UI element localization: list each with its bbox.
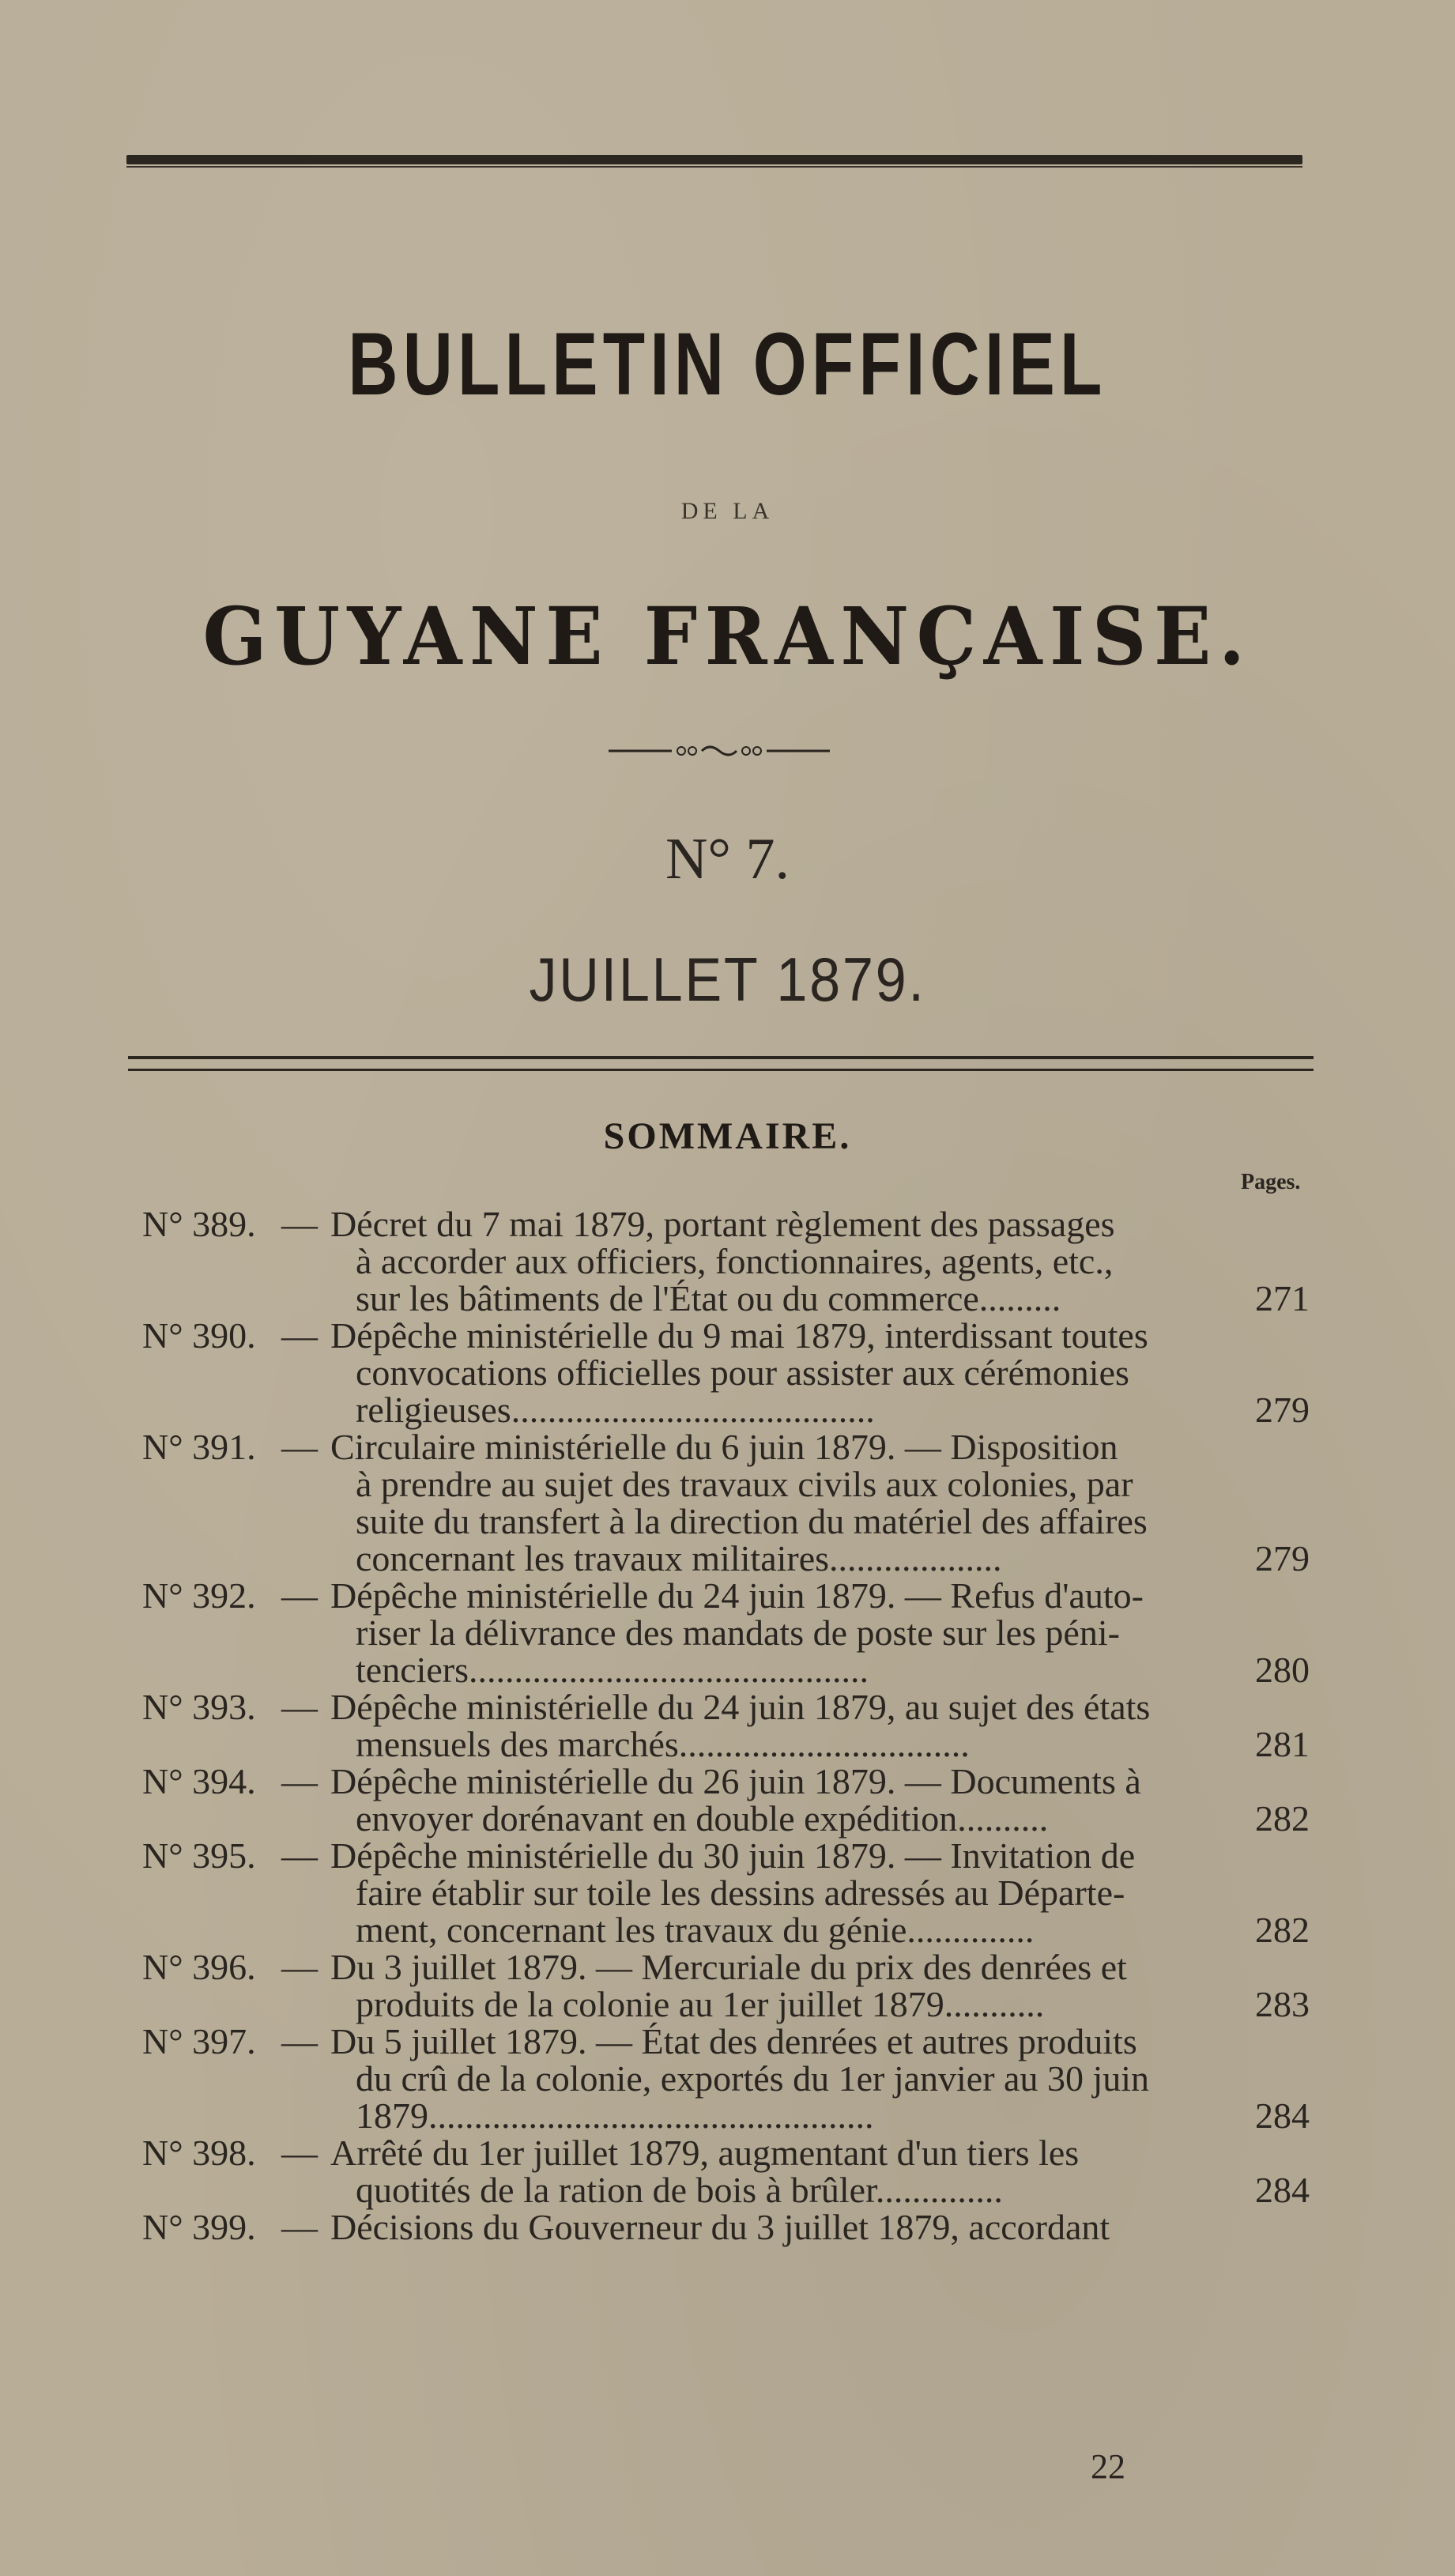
toc-entry-line: Dépêche ministérielle du 9 mai 1879, interdissant toutes [330, 1315, 1148, 1356]
pages-label: Pages. [1241, 1170, 1301, 1194]
toc-entry-line: produits de la colonie au 1er juillet 1879........... [356, 1984, 1045, 2024]
toc-entry-dash: — [281, 2207, 318, 2247]
toc-entry-dash: — [281, 1427, 318, 1467]
toc-entry-dash: — [281, 1761, 318, 1801]
toc-entry-number: N° 399. [142, 2207, 256, 2247]
toc-entry-dash: — [281, 2021, 318, 2061]
toc-entry-line: quotités de la ration de bois à brûler.............. [356, 2170, 1003, 2210]
subtitle-de-la: DE LA [680, 498, 775, 524]
toc-entry-number: N° 395. [142, 1835, 256, 1876]
toc-entry [0, 1948, 1455, 2023]
toc-entry-number: N° 393. [142, 1687, 256, 1727]
contents-heading: SOMMAIRE. [603, 1115, 852, 1157]
toc-entry-page: 284 [1255, 2170, 1310, 2210]
toc-entry [0, 2208, 1455, 2246]
toc-entry-page: 271 [1255, 1278, 1310, 1318]
toc-entry-page: 279 [1255, 1538, 1310, 1578]
toc-entry-page: 282 [1255, 1798, 1310, 1839]
double-rule-top [128, 1056, 1314, 1059]
toc-entry [0, 1577, 1455, 1688]
toc-entry-number: N° 392. [142, 1575, 256, 1616]
toc-entry-dash: — [281, 1315, 318, 1356]
toc-entry [0, 1428, 1455, 1577]
toc-entry-page: 281 [1255, 1724, 1310, 1764]
toc-entry-page: 282 [1255, 1910, 1310, 1950]
toc-entry-line: Du 5 juillet 1879. — État des denrées et autres produits [330, 2021, 1137, 2061]
bulletin-title: BULLETIN OFFICIEL [348, 315, 1107, 413]
ornament-divider [609, 743, 830, 759]
double-rule-bottom [128, 1069, 1314, 1071]
toc-entry-line: Dépêche ministérielle du 26 juin 1879. — Documents à [330, 1761, 1141, 1801]
toc-entry-line: convocations officielles pour assister aux cérémonies [356, 1352, 1129, 1393]
toc-entry-line: Dépêche ministérielle du 30 juin 1879. — Invitation de [330, 1835, 1136, 1876]
toc-entry-line: Du 3 juillet 1879. — Mercuriale du prix des denrées et [330, 1947, 1127, 1987]
issue-number: N° 7. [665, 827, 790, 892]
toc-entry-line: Dépêche ministérielle du 24 juin 1879, au sujet des états [330, 1687, 1151, 1727]
toc-entry-dash: — [281, 1575, 318, 1616]
toc-entry [0, 1763, 1455, 1837]
toc-entry [0, 1205, 1455, 1317]
toc-entry-line: Décisions du Gouverneur du 3 juillet 1879, accordant [330, 2207, 1110, 2247]
toc-entry-line: Circulaire ministérielle du 6 juin 1879. — Disposition [330, 1427, 1118, 1467]
toc-entry-dash: — [281, 1947, 318, 1987]
region-title: GUYANE FRANÇAISE. [202, 590, 1253, 683]
toc-entry-page: 280 [1255, 1650, 1310, 1690]
toc-entry-dash: — [281, 1687, 318, 1727]
toc-entry-number: N° 389. [142, 1204, 256, 1244]
toc-entry-line: Décret du 7 mai 1879, portant règlement des passages [330, 1204, 1115, 1244]
toc-entry-line: envoyer dorénavant en double expédition.......... [356, 1798, 1049, 1839]
toc-entry-line: à accorder aux officiers, fonctionnaires, agents, etc., [356, 1241, 1114, 1281]
toc-entry-line: à prendre au sujet des travaux civils aux colonies, par [356, 1464, 1133, 1504]
toc-entry-page: 283 [1255, 1984, 1310, 2024]
toc-entry-line: Arrêté du 1er juillet 1879, augmentant d'un tiers les [330, 2133, 1080, 2173]
toc-entry-line: suite du transfert à la direction du matériel des affaires [356, 1501, 1148, 1541]
toc-entry-line: religieuses........................................ [356, 1390, 875, 1430]
toc-entry [0, 1837, 1455, 1948]
toc-entry-dash: — [281, 1835, 318, 1876]
toc-entry-line: riser la délivrance des mandats de poste sur les péni- [356, 1612, 1120, 1653]
toc-entry [0, 2023, 1455, 2134]
page-folio: 22 [1091, 2447, 1125, 2486]
toc-entry-dash: — [281, 2133, 318, 2173]
toc-entry-number: N° 391. [142, 1427, 256, 1467]
toc-entry-number: N° 394. [142, 1761, 256, 1801]
toc-entry-line: Dépêche ministérielle du 24 juin 1879. — Refus d'auto- [330, 1575, 1144, 1616]
toc-entry [0, 1688, 1455, 1763]
toc-entry [0, 2134, 1455, 2208]
toc-entry-line: du crû de la colonie, exportés du 1er janvier au 30 juin [356, 2058, 1150, 2099]
toc-entry-number: N° 396. [142, 1947, 256, 1987]
toc-entry-line: sur les bâtiments de l'État ou du commerce......... [356, 1278, 1061, 1318]
toc-entry-line: ment, concernant les travaux du génie.............. [356, 1910, 1035, 1950]
toc-entry-line: concernant les travaux militaires................... [356, 1538, 1002, 1578]
toc-entry-page: 279 [1255, 1390, 1310, 1430]
toc-entry-line: mensuels des marchés................................ [356, 1724, 970, 1764]
toc-entry-number: N° 398. [142, 2133, 256, 2173]
toc-entry-page: 284 [1255, 2095, 1310, 2136]
top-rule [126, 155, 1302, 164]
toc-entry [0, 1317, 1455, 1428]
toc-entry-line: 1879................................................. [356, 2095, 874, 2136]
toc-entry-number: N° 397. [142, 2021, 256, 2061]
toc-entry-line: tenciers............................................ [356, 1650, 869, 1690]
issue-month: JUILLET 1879. [529, 945, 926, 1014]
toc-entry-dash: — [281, 1204, 318, 1244]
toc-entry-line: faire établir sur toile les dessins adressés au Départe- [356, 1873, 1125, 1913]
toc-entry-number: N° 390. [142, 1315, 256, 1356]
